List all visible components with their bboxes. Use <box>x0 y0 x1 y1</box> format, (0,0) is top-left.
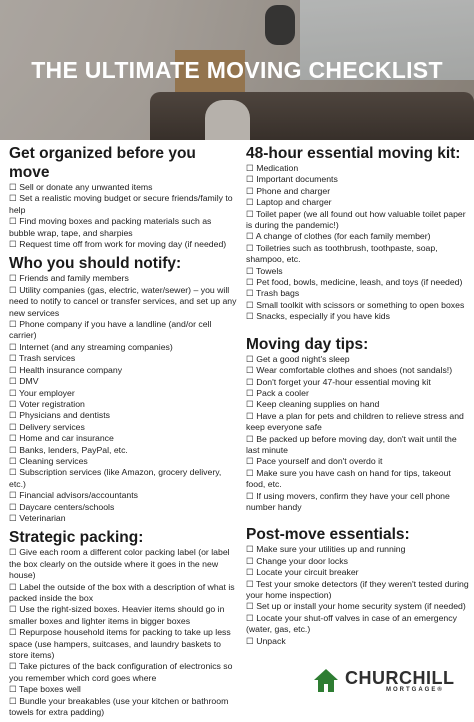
section-heading: 48-hour essential moving kit: <box>246 145 461 162</box>
checklist-item[interactable]: ☐ Phone and charger <box>246 185 331 196</box>
checklist-item[interactable]: ☐ Medication <box>246 163 299 173</box>
checklist <box>246 163 470 323</box>
checklist-item[interactable]: ☐ Physicians and dentists <box>9 410 110 421</box>
checklist-item[interactable]: ☐ Health insurance company <box>9 364 123 375</box>
checklist-item[interactable]: ☐ Change your door locks <box>246 555 348 566</box>
checklist-item[interactable]: ☐ Cleaning services <box>9 455 88 466</box>
checklist-item[interactable]: ☐ DMV <box>9 376 39 387</box>
checklist-item[interactable]: ☐ Test your smoke detectors (if they weren't tested during your home inspection) <box>246 578 469 600</box>
checklist-item[interactable]: ☐ Toilet paper (we all found out how valuable toilet paper is during the pandemic!) <box>246 208 466 231</box>
logo-name: CHURCHILL <box>345 668 455 688</box>
section-heading: Who you should notify: <box>9 255 182 273</box>
checklist-section <box>246 525 470 647</box>
right-column <box>246 144 470 651</box>
checklist-item[interactable]: ☐ Daycare centers/schools <box>9 501 115 512</box>
checklist-item[interactable]: ☐ Small toolkit with scissors or something to open boxes <box>246 299 465 310</box>
checklist <box>9 547 237 718</box>
section-heading: Get organized before you move <box>9 145 196 181</box>
checklist-item[interactable]: ☐ Friends and family members <box>9 273 129 284</box>
checklist-item[interactable]: ☐ Pack a cooler <box>246 387 309 398</box>
checklist-item[interactable]: ☐ Subscription services (like Amazon, grocery delivery, etc.) <box>9 467 222 489</box>
page-title: THE ULTIMATE MOVING CHECKLIST <box>31 57 443 83</box>
checklist-item[interactable]: ☐ A change of clothes (for each family member) <box>246 231 431 242</box>
checklist <box>9 273 237 524</box>
checklist-item[interactable]: ☐ Set a realistic moving budget or secure friends/family to help <box>9 193 233 215</box>
checklist-item[interactable]: ☐ Phone company if you have a landline (and/or cell carrier) <box>9 319 212 341</box>
hero-photo <box>0 0 474 140</box>
checklist-item[interactable]: ☐ Trash services <box>9 353 76 364</box>
left-column <box>9 144 237 722</box>
checklist-item[interactable]: ☐ Banks, lenders, PayPal, etc. <box>9 444 128 455</box>
checklist-item[interactable]: ☐ If using movers, confirm they have your cell phone number handy <box>246 490 450 512</box>
checklist-item[interactable]: ☐ Towels <box>246 265 283 276</box>
checklist-section <box>9 254 237 524</box>
checklist-item[interactable]: ☐ Get a good night's sleep <box>246 353 350 364</box>
checklist-item[interactable]: ☐ Locate your circuit breaker <box>246 567 359 578</box>
churchill-logo <box>312 666 462 696</box>
checklist-item[interactable]: ☐ Label the outside of the box with a description of what is packed inside the box <box>9 581 235 603</box>
checklist-item[interactable]: ☐ Trash bags <box>246 288 300 299</box>
section-heading: Moving day tips: <box>246 335 369 353</box>
checklist-item[interactable]: ☐ Delivery services <box>9 421 85 432</box>
section-heading: Post-move essentials: <box>246 526 410 544</box>
checklist-item[interactable]: ☐ Make sure you have cash on hand for tips, takeout food, etc. <box>246 467 451 490</box>
checklist-item[interactable]: ☐ Pace yourself and don't overdo it <box>246 456 383 467</box>
checklist-item[interactable]: ☐ Repurpose household items for packing to take up less space (use hampers, suitcases, and laundry baskets to store items) <box>9 627 231 661</box>
checklist <box>9 182 237 250</box>
checklist-item[interactable]: ☐ Wear comfortable clothes and shoes (not sandals!) <box>246 365 453 376</box>
checklist-item[interactable]: ☐ Take pictures of the back configuration of electronics so you remember which cord goes where <box>9 661 233 683</box>
checklist-item[interactable]: ☐ Financial advisors/accountants <box>9 490 138 501</box>
checklist-section <box>246 144 470 323</box>
checklist-item[interactable]: ☐ Request time off from work for moving day (if needed) <box>9 239 227 250</box>
checklist-item[interactable]: ☐ Keep cleaning supplies on hand <box>246 399 380 410</box>
checklist-item[interactable]: ☐ Use the right-sized boxes. Heavier items should go in smaller boxes and lighter items in bigger boxes <box>9 604 225 626</box>
checklist-item[interactable]: ☐ Important documents <box>246 174 338 185</box>
checklist-item[interactable]: ☐ Give each room a different color packing label (or label the box clearly on the outside where it goes in the new house) <box>9 547 230 581</box>
house-logo-icon <box>312 666 340 694</box>
checklist-item[interactable]: ☐ Veterinarian <box>9 512 66 523</box>
checklist-item[interactable]: ☐ Snacks, especially if you have kids <box>246 311 390 322</box>
checklist-item[interactable]: ☐ Find moving boxes and packing materials such as bubble wrap, tape, and sharpies <box>9 216 212 238</box>
checklist-item[interactable]: ☐ Set up or install your home security system (if needed) <box>246 601 466 612</box>
checklist <box>246 354 470 514</box>
checklist-item[interactable]: ☐ Be packed up before moving day, don't wait until the last minute <box>246 433 457 455</box>
checklist-item[interactable]: ☐ Pet food, bowls, medicine, leash, and toys (if needed) <box>246 277 463 288</box>
checklist-section <box>246 335 470 514</box>
checklist-item[interactable]: ☐ Make sure your utilities up and running <box>246 544 406 555</box>
checklist-item[interactable]: ☐ Laptop and charger <box>246 197 332 208</box>
checklist-item[interactable]: ☐ Voter registration <box>9 398 85 409</box>
checklist-item[interactable]: ☐ Locate your shut-off valves in case of an emergency (water, gas, etc.) <box>246 612 457 635</box>
checklist-item[interactable]: ☐ Internet (and any streaming companies) <box>9 341 173 352</box>
checklist-item[interactable]: ☐ Sell or donate any unwanted items <box>9 182 153 192</box>
checklist-item[interactable]: ☐ Utility companies (gas, electric, water/sewer) – you will need to notify to cancel or transfer services, and set up any new services <box>9 284 237 318</box>
section-heading: Strategic packing: <box>9 529 144 547</box>
checklist-item[interactable]: ☐ Have a plan for pets and children to relieve stress and keep everyone safe <box>246 410 464 433</box>
logo-subtitle: MORTGAGE® <box>386 687 444 693</box>
checklist-item[interactable]: ☐ Your employer <box>9 387 75 398</box>
checklist-item[interactable]: ☐ Bundle your breakables (use your kitchen or bathroom towels for extra padding) <box>9 695 229 718</box>
checklist-item[interactable]: ☐ Home and car insurance <box>9 433 114 444</box>
checklist-section <box>9 144 237 250</box>
checklist-item[interactable]: ☐ Unpack <box>246 635 286 646</box>
checklist-section <box>9 528 237 718</box>
checklist <box>246 544 470 647</box>
checklist-item[interactable]: ☐ Tape boxes well <box>9 684 81 695</box>
checklist-item[interactable]: ☐ Don't forget your 47-hour essential moving kit <box>246 376 431 387</box>
checklist-item[interactable]: ☐ Toiletries such as toothbrush, toothpaste, soap, shampoo, etc. <box>246 242 438 265</box>
